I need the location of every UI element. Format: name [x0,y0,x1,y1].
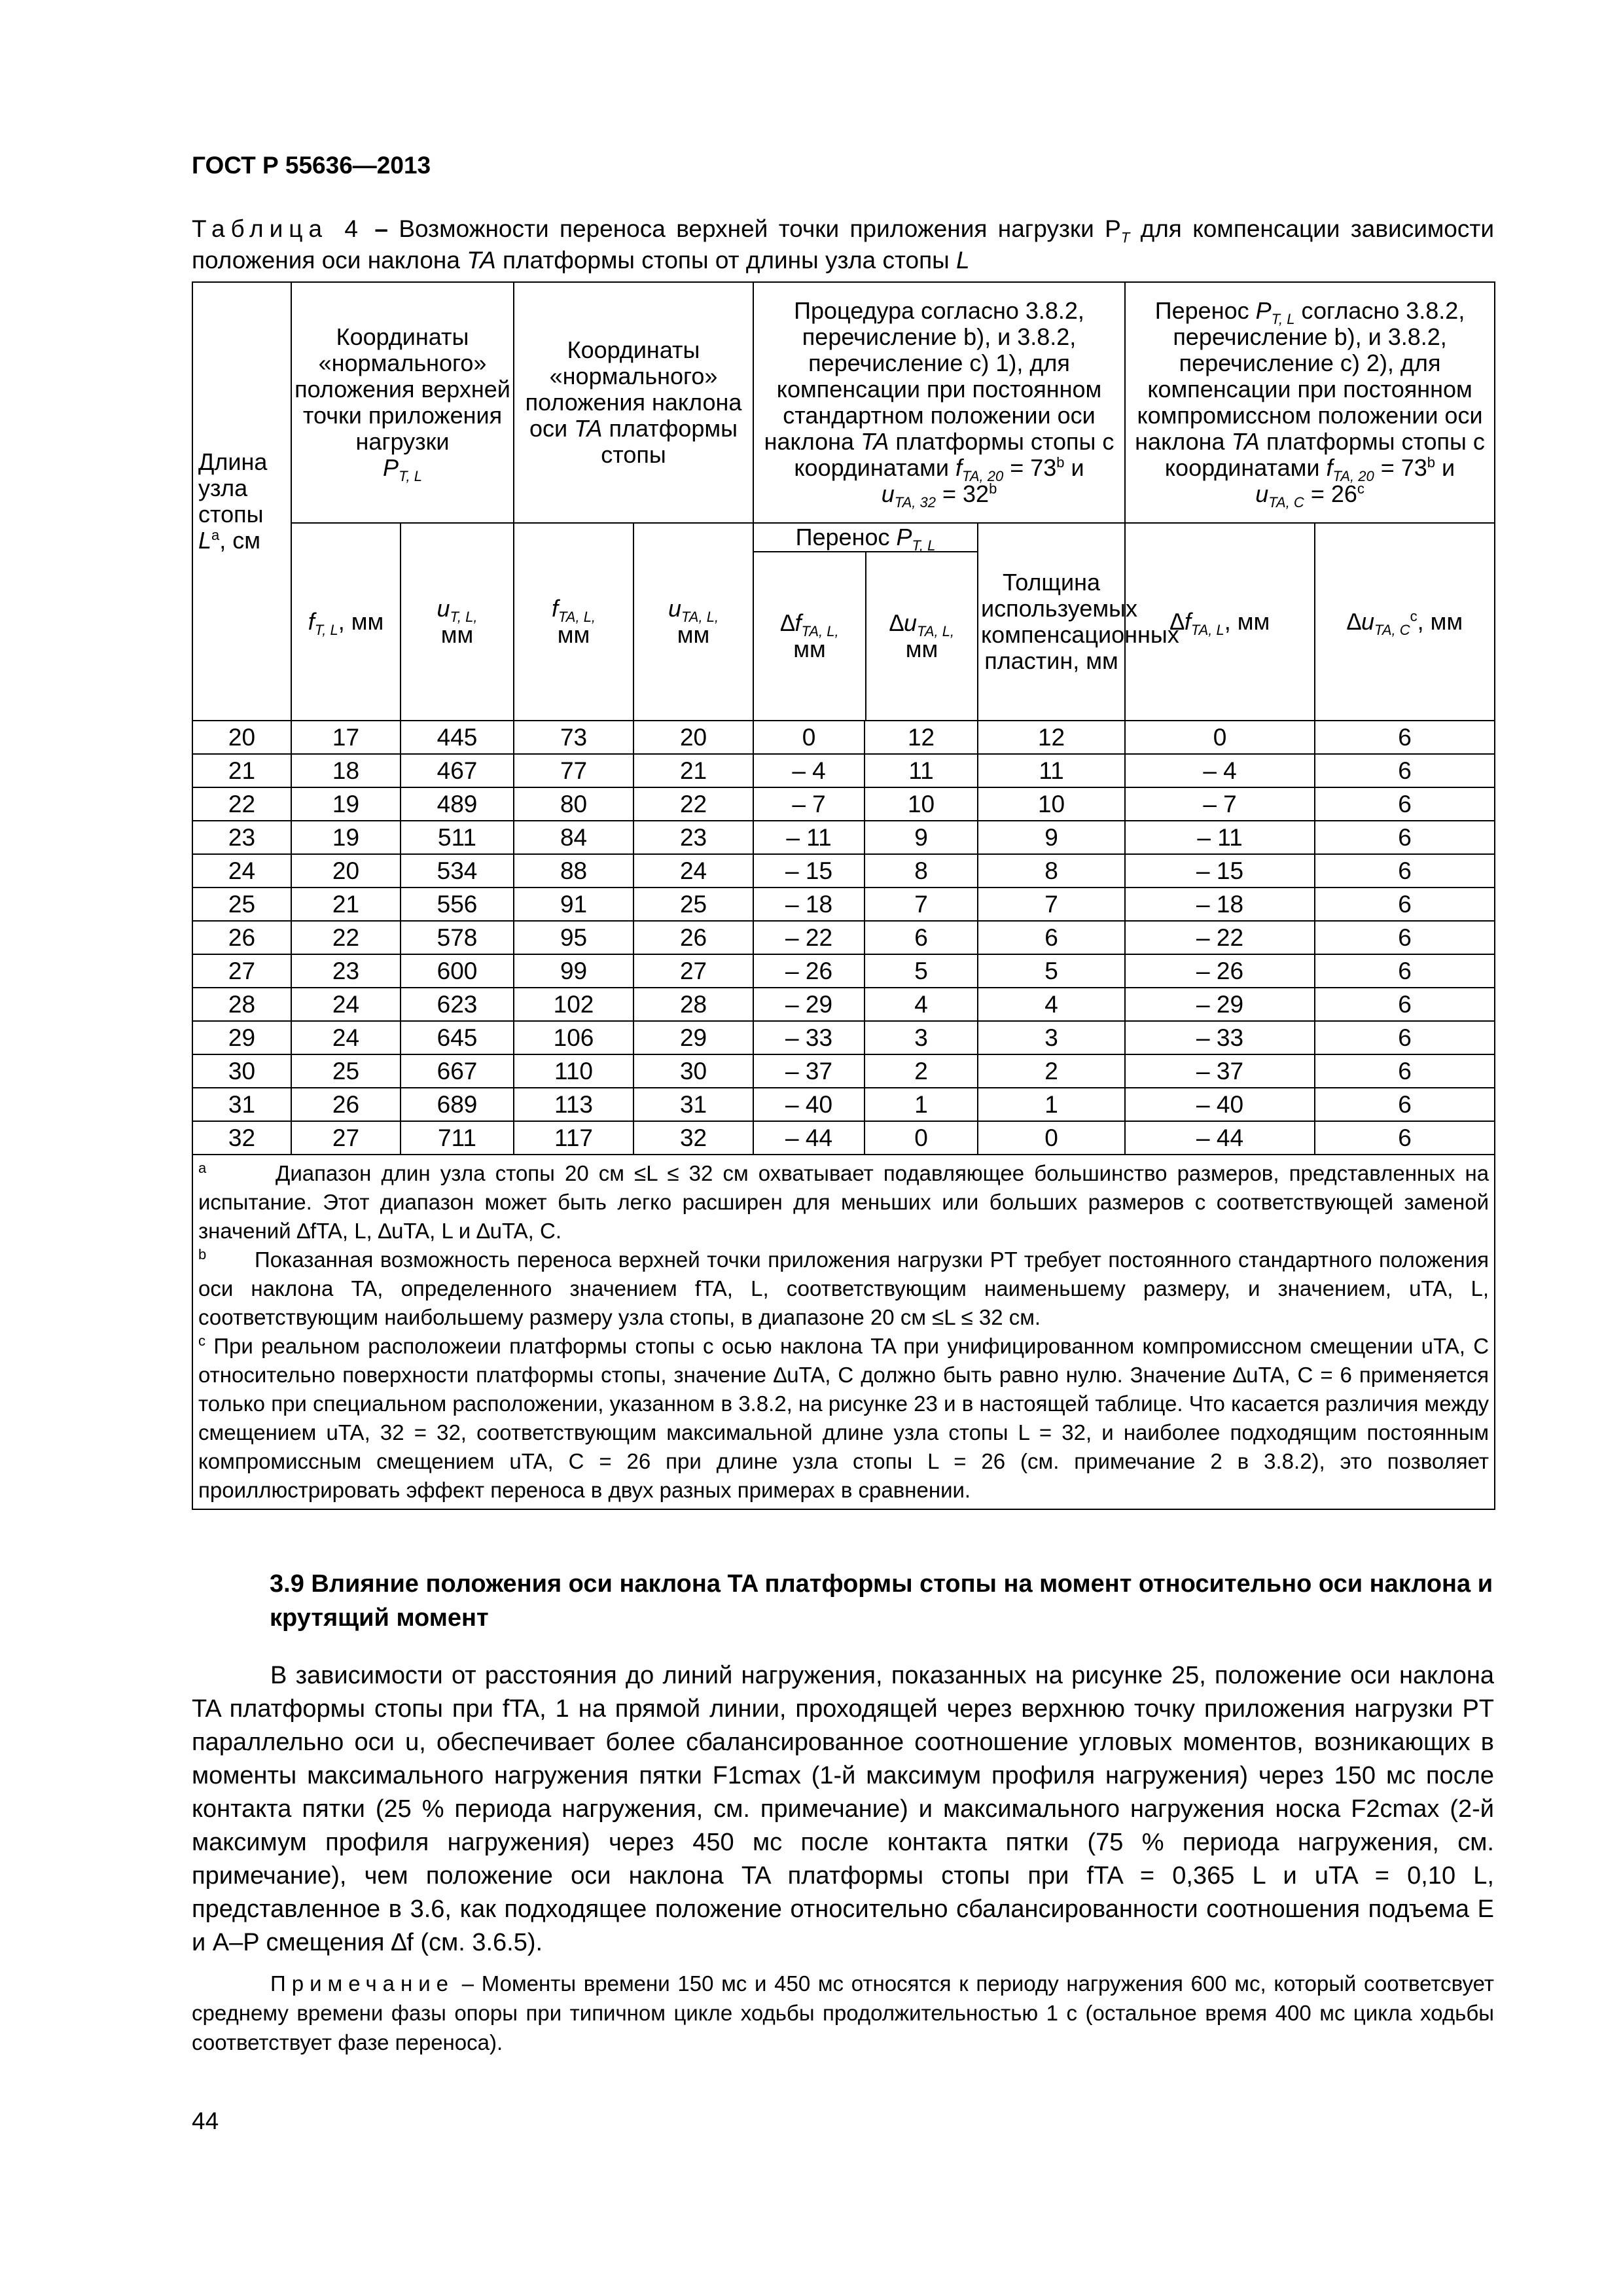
header-transfer: Перенос $P_{T, L}$ согласно 3.8.2, перечисление b), и 3.8.2, перечисление c) 2), для компенсации при постоянном компромиссном положении оси наклона TA платформы стопы с координатами $f_{TA, 20} = 73^b$ и $u_{TA, C} = 26^c$ [1125,282,1495,523]
table-cell: – 33 [753,1021,865,1054]
table-cell: 26 [633,921,753,954]
table-cell: 556 [401,888,514,921]
note-c: $^c$ При реальном расположеии платформы стопы с осью наклона TA при унифицированном компромиссном смещении uTA, C относительно поверхности платформы стопы, значение ∆uTA, C должно быть равно нулю. Значение ∆uTA, C = 6 применяется только при специальном расположении, указанном в 3.8.2, на рисунке 23 и в настоящей таблице. Что касается различия между смещением uTA, 32 = 32, соответствующим максимальной длине узла стопы L = 32, и наиболее подходящим постоянным компромиссным смещением uTA, C = 26 при длине узла стопы L = 26 (см. примечание 2 в 3.8.2), это позволяет проиллюстрировать эффект переноса в двух разных примерах в сравнении. [198,1333,1489,1502]
table-cell: 24 [291,988,401,1021]
table-cell: – 11 [753,821,865,854]
table-cell: 6 [865,921,978,954]
table-cell: 30 [633,1054,753,1088]
table-cell: 19 [291,821,401,854]
table-cell: 29 [192,1021,291,1054]
table-cell: 6 [1315,1088,1495,1121]
table-cell: 17 [291,721,401,754]
table-notes [192,1155,1495,1509]
table-cell: 10 [865,787,978,821]
table-cell: 3 [978,1021,1125,1054]
table-cell: – 15 [1125,854,1315,888]
table-cell: 30 [192,1054,291,1088]
table-cell: 26 [192,921,291,954]
table-row [192,721,1495,754]
table-cell: 6 [1315,1054,1495,1088]
table-row [192,921,1495,954]
page-number: 44 [192,2108,219,2134]
table-cell: 32 [633,1121,753,1155]
table-cell: – 44 [1125,1121,1315,1155]
table-cell: 7 [865,888,978,921]
table-cell: 113 [514,1088,633,1121]
table-cell: 645 [401,1021,514,1054]
table-cell: 2 [978,1054,1125,1088]
table-cell: 5 [978,954,1125,988]
table-cell: – 37 [753,1054,865,1088]
table-cell: 110 [514,1054,633,1088]
header-delta-u-tac: $\Delta u_{TA, C}^c$, мм [1315,523,1495,721]
table-cell: – 40 [1125,1088,1315,1121]
table-cell: – 7 [1125,787,1315,821]
table-cell: – 4 [753,754,865,787]
table-cell: 23 [192,821,291,854]
table-caption: Таблица 4 – Возможности переноса верхней точки приложения нагрузки $P_T$ для компенсации зависимости положения оси наклона TA платформы стопы от длины узла стопы L [192,215,1494,274]
table-row [192,1088,1495,1121]
table-cell: – 7 [753,787,865,821]
table-cell: 20 [192,721,291,754]
table-cell: 10 [978,787,1125,821]
table-cell: – 22 [1125,921,1315,954]
section-note [192,1969,1494,2057]
table-caption-dash: – [364,215,399,242]
table-cell: – 33 [1125,1021,1315,1054]
table-cell: 578 [401,921,514,954]
table-row [192,854,1495,888]
table-caption-label: Таблица 4 [192,215,365,242]
header-f-tal: $f_{TA, L,}$ мм [514,523,633,721]
table-cell: – 26 [753,954,865,988]
table-cell: – 40 [753,1088,865,1121]
table-cell: 689 [401,1088,514,1121]
table-cell: 2 [865,1054,978,1088]
section-paragraph: В зависимости от расстояния до линий нагружения, показанных на рисунке 25, положение оси наклона TA платформы стопы при fTA, 1 на прямой линии, проходящей через верхнюю точку приложения нагрузки PT параллельно оси u, обеспечивает более сбалансированное соотношение угловых моментов, возникающих в моменты максимального нагружения пятки F1cmax (1-й максимум профиля нагружения) через 150 мс после контакта пятки (25 % периода нагружения, см. примечание) и максимального нагружения носка F2cmax (2-й максимум профиля нагружения) через 450 мс после контакта пятки (75 % периода нагружения, см. примечание), чем положение оси наклона TA платформы стопы при fTA = 0,365 L и uTA = 0,10 L, представленное в 3.6, как подходящее положение относительно сбалансированности соотношения подъема E и A–P смещения ∆f (см. 3.6.5). [192,1662,1494,1956]
table-cell: 12 [978,721,1125,754]
table-cell: 80 [514,787,633,821]
table-caption-text: Возможности переноса верхней точки приложения нагрузки P [399,215,1121,242]
header-f-tl: $f_{T, L}$, мм [291,523,401,721]
table-cell: – 26 [1125,954,1315,988]
table-cell: 11 [865,754,978,787]
header-length: Длина узла стопы $L^a$, см [192,282,291,721]
table-cell: 22 [291,921,401,954]
table-cell: 88 [514,854,633,888]
header-coords-axis: Координаты «нормального» положения наклона оси TA платформы стопы [514,282,753,523]
header-delta-f-tal-2: $\Delta f_{TA, L}$, мм [1125,523,1315,721]
header-delta-f-tal: $\Delta f_{TA, L,}$ мм [754,552,866,720]
table-row [192,988,1495,1021]
table-cell: 623 [401,988,514,1021]
table-cell: 489 [401,787,514,821]
table-cell: 6 [1315,754,1495,787]
table-cell: – 37 [1125,1054,1315,1088]
table-cell: 6 [1315,888,1495,921]
table-cell: 84 [514,821,633,854]
section-note-label: Примечание [270,1971,455,1996]
table-cell: – 18 [753,888,865,921]
table-cell: 511 [401,821,514,854]
table-cell: 22 [192,787,291,821]
table-row [192,1021,1495,1054]
table-cell: 467 [401,754,514,787]
table-cell: – 18 [1125,888,1315,921]
table-cell: 31 [192,1088,291,1121]
table-cell: 6 [1315,1121,1495,1155]
table-cell: 18 [291,754,401,787]
table-cell: 534 [401,854,514,888]
table-cell: – 29 [1125,988,1315,1021]
table-cell: 73 [514,721,633,754]
header-thickness: Толщина используемых компенсационных пластин, мм [978,523,1125,721]
table-cell: 667 [401,1054,514,1088]
table-cell: 26 [291,1088,401,1121]
table-cell: 1 [978,1088,1125,1121]
table-cell: 12 [865,721,978,754]
table-cell: 91 [514,888,633,921]
data-table [192,281,1495,1510]
table-cell: 22 [633,787,753,821]
table-cell: – 22 [753,921,865,954]
table-cell: 600 [401,954,514,988]
table-cell: 24 [633,854,753,888]
table-cell: 4 [865,988,978,1021]
table-cell: 25 [633,888,753,921]
note-a: $^a$ Диапазон длин узла стопы 20 см ≤L ≤ 32 см охватывает подавляющее большинство размеров, представленных на испытание. Этот диапазон может быть легко расширен для меньших или больших размеров с соответствующей заменой значений ∆fTA, L, ∆uTA, L и ∆uTA, C. [198,1160,1489,1243]
table-cell: 21 [192,754,291,787]
table-cell: 7 [978,888,1125,921]
header-procedure: Процедура согласно 3.8.2, перечисление b), и 3.8.2, перечисление c) 1), для компенсации при постоянном стандартном положении оси наклона TA платформы стопы с координатами $f_{TA, 20} = 73^b$ и $u_{TA, 32} = 32^b$ [753,282,1125,523]
table-cell: 6 [1315,854,1495,888]
table-cell: 24 [291,1021,401,1054]
table-cell: 0 [865,1121,978,1155]
header-transfer-sub-label: Перенос $P_{T, L}$ [754,524,977,552]
header-delta-u-tal: $\Delta u_{TA, L,}$ мм [889,609,955,662]
table-cell: 9 [865,821,978,854]
header-transfer-sub [753,523,978,721]
table-cell: – 11 [1125,821,1315,854]
section-note-text: – Моменты времени 150 мс и 450 мс относятся к периоду нагружения 600 мс, который соответсвует среднему времени фазы опоры при типичном цикле ходьбы продолжительностью 1 с (остальное время 400 мс цикла ходьбы соответствует фазе переноса). [192,1971,1494,2054]
table-cell: 6 [1315,921,1495,954]
table-cell: 77 [514,754,633,787]
table-row [192,1054,1495,1088]
table-cell: 99 [514,954,633,988]
table-cell: 6 [978,921,1125,954]
table-cell: 27 [291,1121,401,1155]
table-cell: 5 [865,954,978,988]
table-cell: 445 [401,721,514,754]
note-b: $^b$ Показанная возможность переноса верхней точки приложения нагрузки PT требует постоянного стандартного положения оси наклона TA, определенного значением fTA, L, соответствующим наименьшему размеру, и значением, uTA, L, соответствующим наибольшему размеру узла стопы, в диапазоне 20 см ≤L ≤ 32 см. [198,1246,1489,1329]
table-row [192,1121,1495,1155]
header-u-tal: $u_{TA, L,}$ мм [633,523,753,721]
table-cell: 25 [291,1054,401,1088]
table-cell: 23 [633,821,753,854]
table-cell: – 4 [1125,754,1315,787]
table-cell: 31 [633,1088,753,1121]
table-cell: 8 [978,854,1125,888]
table-cell: 6 [1315,721,1495,754]
table-row [192,754,1495,787]
table-cell: 19 [291,787,401,821]
table-row [192,821,1495,854]
table-cell: 8 [865,854,978,888]
table-cell: 20 [633,721,753,754]
table-cell: – 44 [753,1121,865,1155]
table-cell: 23 [291,954,401,988]
table-cell: 27 [633,954,753,988]
table-cell: 102 [514,988,633,1021]
table-cell: 32 [192,1121,291,1155]
table-cell: 6 [1315,954,1495,988]
table-cell: 21 [633,754,753,787]
header-coords-normal: Координаты «нормального» положения верхней точки приложения нагрузки $P_{T, L}$ [291,282,514,523]
table-cell: 4 [978,988,1125,1021]
table-cell: 29 [633,1021,753,1054]
table-row [192,954,1495,988]
table-cell: 11 [978,754,1125,787]
table-cell: – 29 [753,988,865,1021]
section-title: 3.9 Влияние положения оси наклона TA платформы стопы на момент относительно оси наклона и крутящий момент [270,1570,1493,1632]
table-cell: 6 [1315,1021,1495,1054]
table-cell: 0 [1125,721,1315,754]
header-u-tl: $u_{T, L,}$ мм [401,523,514,721]
standard-designation: ГОСТ Р 55636—2013 [192,152,431,179]
table-cell: 106 [514,1021,633,1054]
table-cell: 9 [978,821,1125,854]
table-row [192,787,1495,821]
table-cell: 24 [192,854,291,888]
table-cell: 117 [514,1121,633,1155]
table-cell: 6 [1315,787,1495,821]
table-body [192,721,1495,1155]
table-cell: 3 [865,1021,978,1054]
table-cell: 25 [192,888,291,921]
table-cell: 27 [192,954,291,988]
table-cell: 711 [401,1121,514,1155]
table-row [192,888,1495,921]
table-cell: 95 [514,921,633,954]
table-cell: 28 [633,988,753,1021]
table-cell: 20 [291,854,401,888]
table-cell: 21 [291,888,401,921]
table-cell: 0 [978,1121,1125,1155]
table-cell: 28 [192,988,291,1021]
table-cell: 6 [1315,988,1495,1021]
table-cell: 1 [865,1088,978,1121]
table-cell: 6 [1315,821,1495,854]
table-cell: 0 [753,721,865,754]
table-cell: – 15 [753,854,865,888]
